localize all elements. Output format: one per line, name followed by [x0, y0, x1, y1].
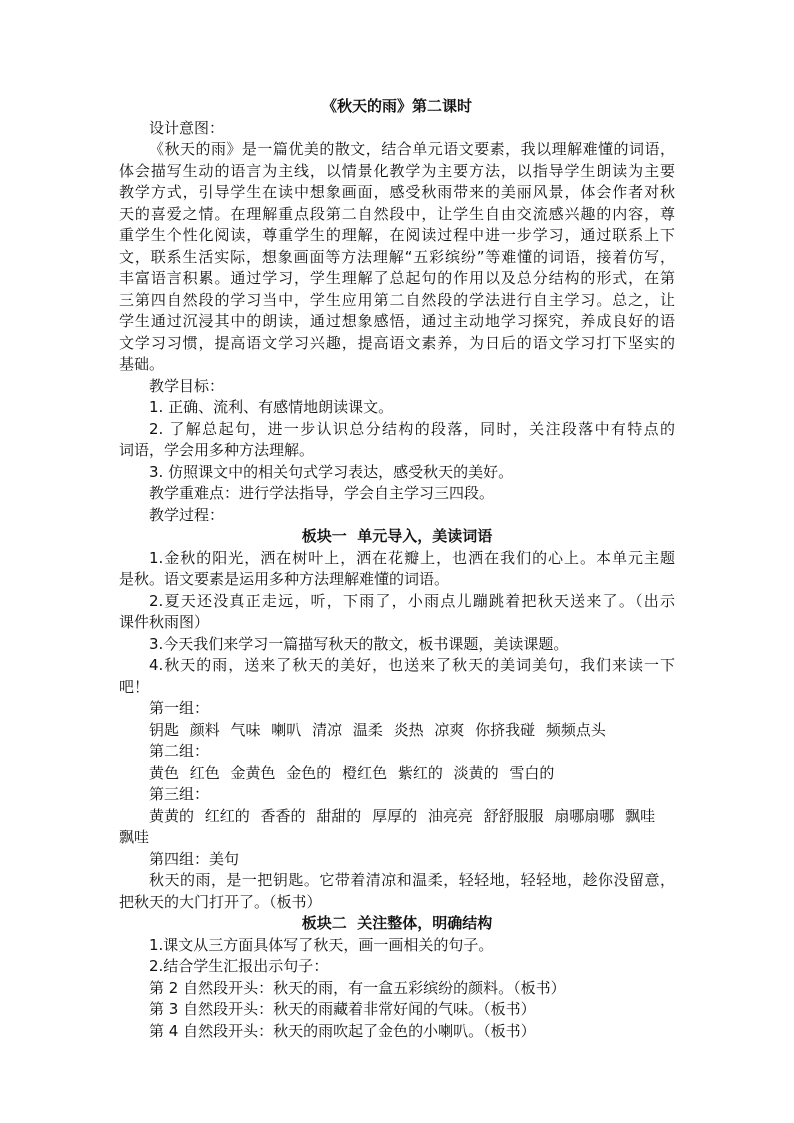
- word-group-label: 第四组：美句: [149, 849, 240, 868]
- paragraph-line: 学生通过沉浸其中的朗读，通过想象感悟，通过主动地学习探究，养成良好的语: [119, 312, 675, 330]
- section-heading: 板块二 关注整体，明确结构: [301, 914, 493, 932]
- paragraph-line: 基础。: [119, 355, 165, 373]
- design-intent-paragraph: [119, 139, 675, 376]
- paragraph-line: 天的喜爱之情。在理解重点段第二自然段中，让学生自由交流感兴趣的内容，尊: [119, 204, 675, 223]
- sentence: 秋天的雨，是一把钥匙。它带着清凉和温柔，轻轻地，轻轻地，趁你没留意，: [149, 871, 675, 889]
- sentence-line: 第 4 自然段开头：秋天的雨吹起了金色的小喇叭。（板书）: [149, 1021, 536, 1040]
- goals-heading: 教学目标：: [149, 376, 225, 395]
- section-paragraph: 1.金秋的阳光，洒在树叶上，洒在花瓣上，也洒在我们的心上。本单元主题: [149, 548, 675, 567]
- paragraph-line: 教学方式，引导学生在读中想象画面，感受秋雨带来的美丽风景，体会作者对秋: [119, 183, 675, 201]
- document-page: [119, 96, 675, 1042]
- section-paragraph: 3.今天我们来学习一篇描写秋天的散文，板书课题，美读课题。: [149, 634, 569, 653]
- section-paragraph: 2.结合学生汇报出示句子：: [149, 957, 329, 975]
- section-paragraph: 1.课文从三方面具体写了秋天，画一画相关的句子。: [149, 935, 494, 954]
- word-group-label: 第三组：: [149, 785, 210, 803]
- process-heading: 教学过程：: [149, 505, 225, 524]
- paragraph-line: 三第四自然段的学习当中，学生应用第二自然段的学法进行自主学习。总之，让: [119, 290, 675, 309]
- sentence-line: 第 2 自然段开头：秋天的雨，有一盒五彩缤纷的颜料。（板书）: [149, 978, 566, 997]
- goal-item-continuation: 词语，学会用多种方法理解。: [119, 441, 315, 459]
- word-group-label: 第二组：: [149, 742, 210, 760]
- paragraph-line: 体会描写生动的语言为主线，以情景化教学为主要方法，以指导学生朗读为主要: [119, 161, 675, 180]
- page-title: 《秋天的雨》第二课时: [321, 97, 472, 115]
- section-paragraph-continuation: 课件秋雨图）: [119, 613, 210, 631]
- section-heading: 板块一 单元导入，美读词语: [301, 527, 493, 545]
- word-group-words-continuation: 飘哇: [119, 828, 150, 846]
- key-points: 教学重难点：进行学法指导，学会自主学习三四段。: [149, 484, 495, 502]
- word-group-label: 第一组：: [149, 699, 210, 717]
- design-intent-heading: 设计意图：: [149, 118, 225, 137]
- sentence-line: 第 3 自然段开头：秋天的雨藏着非常好闻的气味。（板书）: [149, 1000, 536, 1018]
- word-group-words: 钥匙 颜料 气味 喇叭 清凉 温柔 炎热 凉爽 你挤我碰 频频点头: [149, 720, 606, 739]
- paragraph-line: 丰富语言积累。通过学习，学生理解了总起句的作用以及总分结构的形式，在第: [119, 269, 675, 287]
- goal-item: 2. 了解总起句，进一步认识总分结构的段落，同时，关注段落中有特点的: [149, 419, 675, 438]
- paragraph-line: 重学生个性化阅读，尊重学生的理解，在阅读过程中进一步学习，通过联系上下: [119, 226, 675, 244]
- goal-item: 1. 正确、流利、有感情地朗读课文。: [149, 398, 394, 416]
- word-group-words: 黄黄的 红红的 香香的 甜甜的 厚厚的 油亮亮 舒舒服服 扇哪扇哪 飘哇: [149, 806, 656, 825]
- section-paragraph: 2.夏天还没真正走远，听，下雨了，小雨点儿蹦跳着把秋天送来了。（出示: [149, 591, 675, 610]
- paragraph-line: 文学习习惯，提高语文学习兴趣，提高语文素养，为日后的语文学习打下坚实的: [119, 333, 675, 352]
- goal-item: 3. 仿照课文中的相关句式学习表达，感受秋天的美好。: [149, 462, 514, 481]
- word-group-words: 黄色 红色 金黄色 金色的 橙红色 紫红的 淡黄的 雪白的: [149, 763, 555, 782]
- section-paragraph: 4.秋天的雨，送来了秋天的美好，也送来了秋天的美词美句，我们来读一下: [149, 656, 675, 674]
- paragraph-line: 《秋天的雨》是一篇优美的散文，结合单元语文要素，我以理解难懂的词语，: [149, 140, 675, 158]
- sentence-continuation: 把秋天的大门打开了。（板书）: [119, 892, 322, 911]
- paragraph-line: 文，联系生活实际，想象画面等方法理解“五彩缤纷”等难懂的词语，接着仿写，: [119, 247, 675, 266]
- section-paragraph-continuation: 吧！: [119, 677, 150, 696]
- section-paragraph-continuation: 是秋。语文要素是运用多种方法理解难懂的词语。: [119, 570, 450, 588]
